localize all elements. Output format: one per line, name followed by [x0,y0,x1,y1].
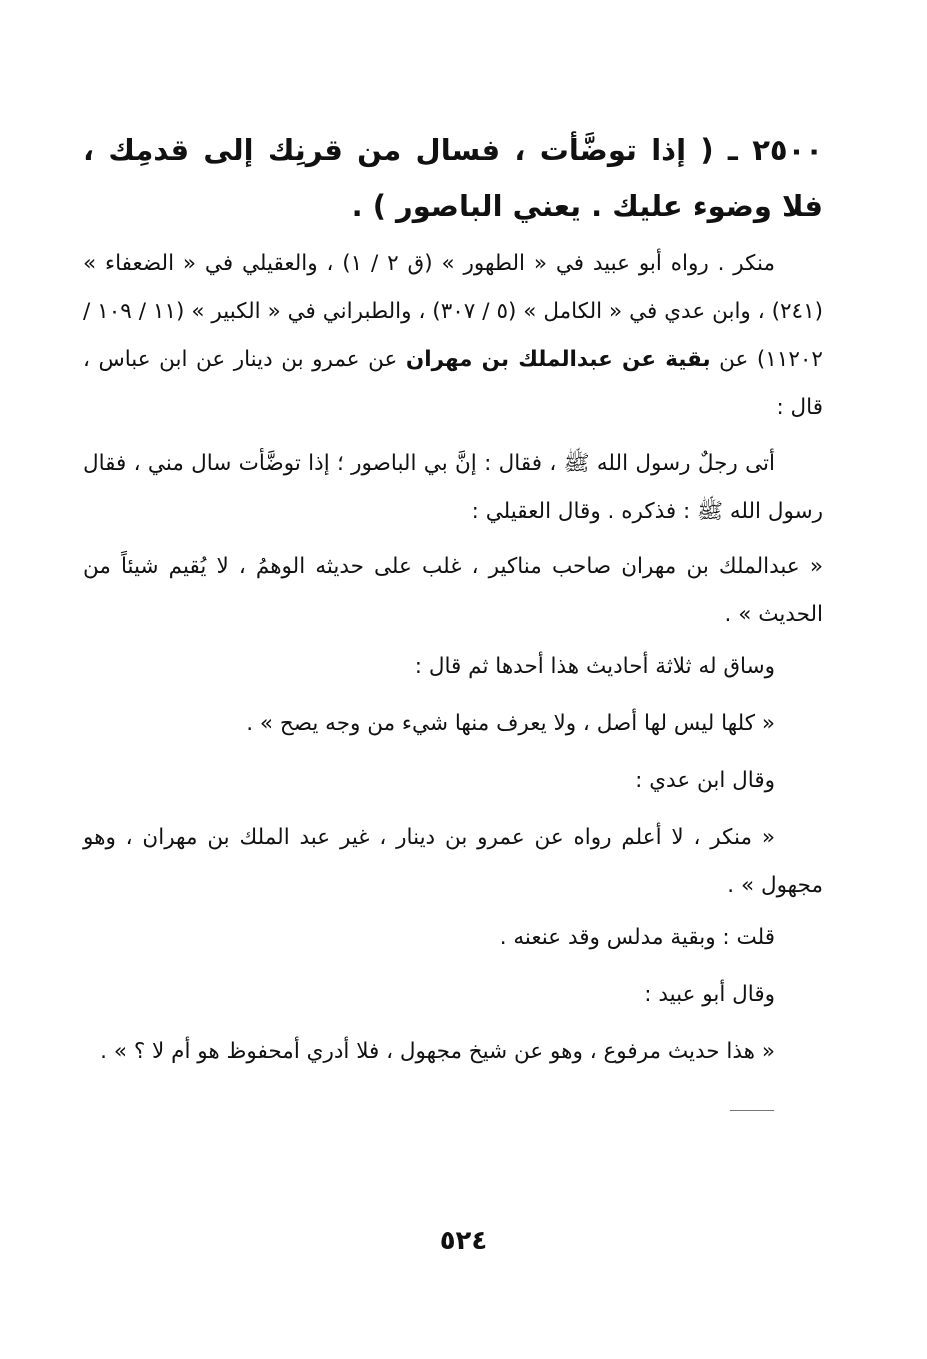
ibn-adi-intro: وقال ابن عدي : [635,768,775,793]
hadith-text-paragraph: أتى رجلٌ رسول الله ﷺ ، فقال : إنَّ بي الباصور ؛ إذا توضَّأت سال مني ، فقال رسول الله ﷺ : فذكره . وقال العقيلي : [83,451,823,524]
author-note: قلت : وبقية مدلس وقد عنعنه . [499,925,775,950]
takhrij-text-end: عن عمرو بن دينار عن ابن عباس ، قال : [83,347,823,420]
abu-ubayd-quote: « هذا حديث مرفوع ، وهو عن شيخ مجهول ، فلا أدري أمحفوظ هو أم لا ؟ » . [100,1039,775,1064]
uqayli-quote: « عبدالملك بن مهران صاحب مناكير ، غلب على حديثه الوهمُ ، لا يُقيم شيئاً من الحديث » . [83,554,823,627]
scan-mark [730,1110,774,1111]
uqayli-quote-2: « كلها ليس لها أصل ، ولا يعرف منها شيء من وجه يصح » . [246,711,775,736]
takhrij-text-start: منكر . رواه أبو عبيد في « الطهور » (ق ٢ / ١) ، والعقيلي في « الضعفاء » (٢٤١) ، وابن عدي في « الكامل » (٥ / ٣٠٧) ، والطبراني في « الكبير » (١١ / ١٠٩ / ١١٢٠٢) عن [83,251,824,372]
hadith-heading: ٢٥٠٠ ـ ( إذا توضَّأت ، فسال من قرنِك إلى قدمِك ، فلا وضوء عليك . يعني الباصور ) . [83,133,823,223]
abu-ubayd-intro: وقال أبو عبيد : [644,982,775,1007]
takhrij-paragraph [83,240,823,432]
page-number: ٥٢٤ [439,1226,488,1256]
isnad-highlight: بقية عن عبدالملك بن مهران [405,347,711,372]
ibn-adi-quote: « منكر ، لا أعلم رواه عن عمرو بن دينار ، غير عبد الملك بن مهران ، وهو مجهول » . [83,825,823,898]
commentary-line: وساق له ثلاثة أحاديث هذا أحدها ثم قال : [414,654,775,679]
